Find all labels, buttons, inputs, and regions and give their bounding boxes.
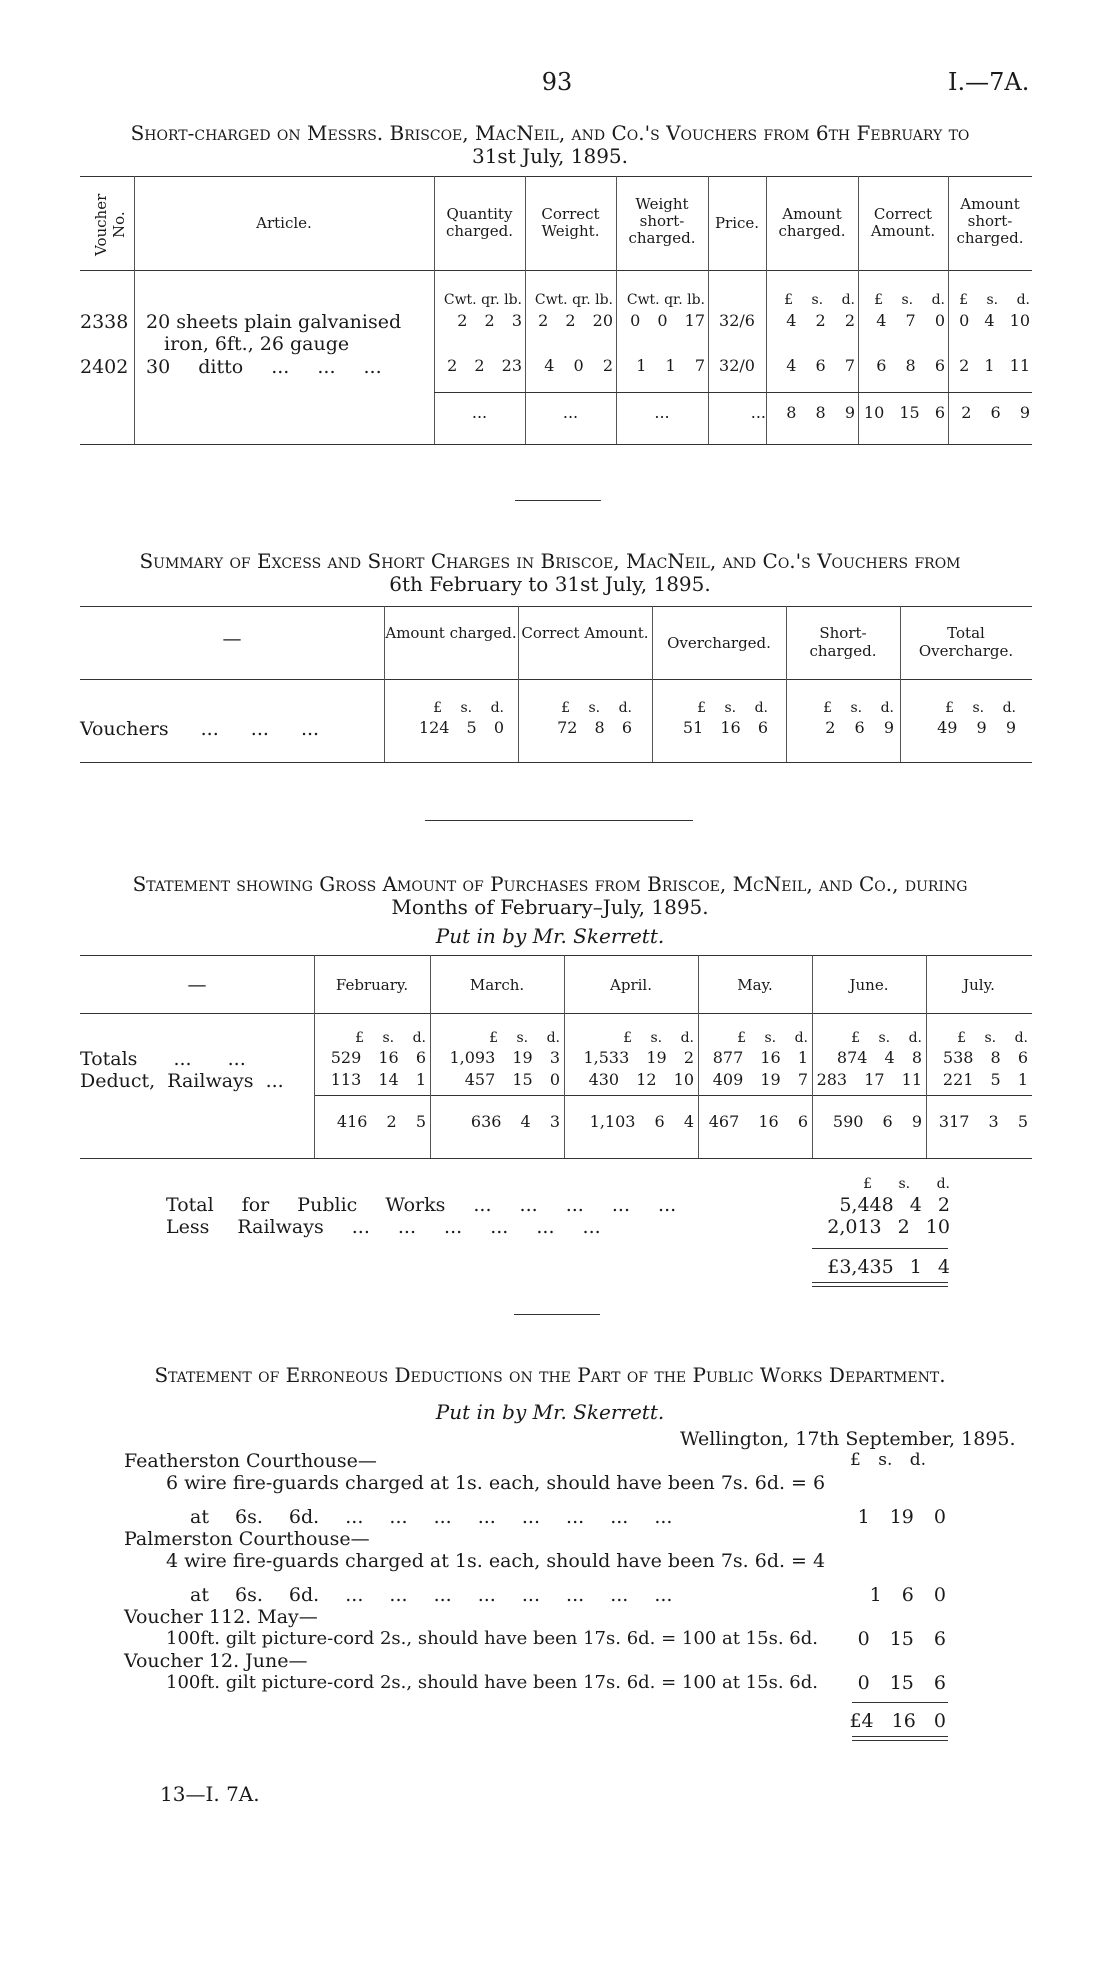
correct-weight: 2 2 20 <box>538 311 613 330</box>
table1-title: Short-charged on Messrs. Briscoe, MacNeil, and Co.'s Vouchers from 6th February to <box>130 121 970 145</box>
unit-lsd: £ s. d. <box>851 1030 922 1046</box>
unit-lsd: £ s. d. <box>561 700 632 716</box>
total-rule <box>852 1702 948 1703</box>
month-net: 416 2 5 <box>336 1112 426 1131</box>
table2-bottom-rule <box>80 762 1032 763</box>
price: 32/6 <box>719 311 755 330</box>
month-total: 529 16 6 <box>330 1048 426 1067</box>
correct-amount: 72 8 6 <box>557 718 632 737</box>
line-featherston-detail-2: at 6s. 6d. ... ... ... ... ... ... ... ... <box>190 1506 673 1528</box>
amount-charged: 4 2 2 <box>786 311 855 330</box>
summary-label-less-railways: Less Railways ... ... ... ... ... ... <box>166 1216 601 1238</box>
month-total: 877 16 1 <box>712 1048 808 1067</box>
header-correct-amount: Correct Amount. <box>521 624 649 642</box>
summary-unit: £ s. d. <box>863 1176 950 1192</box>
unit-lsd: £ s. d. <box>957 1030 1028 1046</box>
month-total: 538 8 6 <box>942 1048 1028 1067</box>
amount-charged: 4 6 7 <box>786 356 855 375</box>
amount-charged: 124 5 0 <box>418 718 504 737</box>
table3-bottom-rule <box>80 1158 1032 1159</box>
line-voucher-12: Voucher 12. June— <box>124 1650 308 1672</box>
line-voucher-12-detail: 100ft. gilt picture-cord 2s., should have been 17s. 6d. = 100 at 15s. 6d. <box>166 1672 818 1693</box>
total-double-rule <box>852 1736 948 1737</box>
line-palmerston: Palmerston Courthouse— <box>124 1528 370 1550</box>
summary-rule <box>812 1248 948 1249</box>
correct-amount: 6 8 6 <box>876 356 945 375</box>
table3-top-rule <box>80 955 1032 956</box>
month-deduct-railways: 409 19 7 <box>712 1070 808 1089</box>
month-net: 467 16 6 <box>708 1112 808 1131</box>
table4-title: Statement of Erroneous Deductions on the Part of the Public Works Department. <box>154 1363 946 1387</box>
section-divider <box>425 820 693 821</box>
table2-top-rule <box>80 606 1032 607</box>
header-weight-short-charged: Weight short-charged. <box>628 195 696 247</box>
header-short-charged: Short-charged. <box>809 624 877 660</box>
month-deduct-railways: 457 15 0 <box>464 1070 560 1089</box>
quantity-charged: 2 2 23 <box>447 356 522 375</box>
month-net: 317 3 5 <box>938 1112 1028 1131</box>
article: 20 sheets plain galvanised <box>146 311 402 333</box>
table1-bottom-rule <box>80 444 1032 445</box>
place-date: Wellington, 17th September, 1895. <box>680 1428 1016 1450</box>
line-voucher-112-detail: 100ft. gilt picture-cord 2s., should have been 17s. 6d. = 100 at 15s. 6d. <box>166 1628 818 1649</box>
unit-lsd: £ s. d. <box>850 1450 927 1470</box>
total-double-rule <box>852 1740 948 1741</box>
correct-weight: 4 0 2 <box>544 356 613 375</box>
unit-lsd: £ s. d. <box>355 1030 426 1046</box>
header-article: Article. <box>256 214 312 232</box>
total-erroneous-deductions: £4 16 0 <box>849 1710 946 1732</box>
total-correct-amount: 10 15 6 <box>863 403 945 422</box>
unit-cwt: Cwt. qr. lb. <box>534 292 613 308</box>
month-deduct-railways: 221 5 1 <box>942 1070 1028 1089</box>
header-dash: — <box>222 628 242 650</box>
month-deduct-railways: 113 14 1 <box>330 1070 426 1089</box>
correct-amount: 4 7 0 <box>876 311 945 330</box>
total-amount-charged: 8 8 9 <box>786 403 855 422</box>
value-featherston: 1 19 0 <box>857 1506 946 1528</box>
line-featherston: Featherston Courthouse— <box>124 1450 377 1472</box>
summary-double-rule <box>812 1286 948 1287</box>
table1-top-rule <box>80 176 1032 177</box>
weight-short: 1 1 7 <box>636 356 705 375</box>
unit-lsd: £ s. d. <box>697 700 768 716</box>
line-palmerston-detail-2: at 6s. 6d. ... ... ... ... ... ... ... ... <box>190 1584 673 1606</box>
line-featherston-detail: 6 wire fire-guards charged at 1s. each, should have been 7s. 6d. = 6 <box>166 1472 826 1494</box>
section-divider <box>514 1314 600 1315</box>
unit-lsd: £ s. d. <box>623 1030 694 1046</box>
summary-double-rule <box>812 1282 948 1283</box>
short-charged: 2 6 9 <box>825 718 894 737</box>
quantity-charged: 2 2 3 <box>457 311 522 330</box>
header-april: April. <box>610 976 652 994</box>
total-dots: ... <box>654 403 670 422</box>
header-total-overcharge: Total Overcharge. <box>918 624 1014 660</box>
footer-signature: 13—I. 7A. <box>160 1782 260 1806</box>
table3-header-rule <box>80 1013 1032 1014</box>
put-in-by: Put in by Mr. Skerrett. <box>435 924 665 948</box>
unit-lsd: £ s. d. <box>489 1030 560 1046</box>
header-amount-short-charged: Amount short-charged. <box>956 195 1024 247</box>
value-voucher-112: 0 15 6 <box>857 1628 946 1650</box>
price: 32/0 <box>719 356 755 375</box>
value-voucher-12: 0 15 6 <box>857 1672 946 1694</box>
header-july: July. <box>963 976 995 994</box>
header-quantity-charged: Quantity charged. <box>445 205 514 240</box>
row-label-vouchers: Vouchers ... ... ... <box>80 718 320 740</box>
month-net: 1,103 6 4 <box>589 1112 694 1131</box>
unit-cwt: Cwt. qr. lb. <box>443 292 522 308</box>
unit-lsd: £ s. d. <box>823 700 894 716</box>
month-total: 1,533 19 2 <box>583 1048 694 1067</box>
amount-short: 0 4 10 <box>959 311 1030 330</box>
t2-vrule <box>652 606 653 762</box>
summary-value-less-railways: 2,013 2 10 <box>827 1216 950 1238</box>
table3-title-line2: Months of February–July, 1895. <box>391 895 709 919</box>
line-voucher-112: Voucher 112. May— <box>124 1606 318 1628</box>
overcharged: 51 16 6 <box>682 718 768 737</box>
month-total: 1,093 19 3 <box>449 1048 560 1067</box>
header-correct-amount: Correct Amount. <box>870 205 936 240</box>
month-net: 590 6 9 <box>832 1112 922 1131</box>
month-deduct-railways: 283 17 11 <box>816 1070 922 1089</box>
voucher-no: 2338 <box>80 311 129 333</box>
page-number: 93 <box>541 68 573 96</box>
total-dots: ... <box>471 403 488 422</box>
total-dots: ... <box>562 403 579 422</box>
section-divider <box>515 500 601 501</box>
total-dots: ... <box>750 403 766 422</box>
line-palmerston-detail: 4 wire fire-guards charged at 1s. each, should have been 7s. 6d. = 4 <box>166 1550 826 1572</box>
unit-lsd: £ s. d. <box>737 1030 808 1046</box>
table2-header-rule <box>80 679 1032 680</box>
document-reference: I.—7A. <box>948 68 1030 96</box>
month-net: 636 4 3 <box>470 1112 560 1131</box>
unit-lsd: £ s. d. <box>433 700 504 716</box>
header-february: February. <box>335 976 409 994</box>
voucher-no: 2402 <box>80 356 129 378</box>
header-may: May. <box>737 976 773 994</box>
header-correct-weight: Correct Weight. <box>541 205 600 240</box>
article: 30 ditto ... ... ... <box>146 356 382 378</box>
unit-lsd: £ s. d. <box>874 292 945 308</box>
total-overcharge: 49 9 9 <box>937 718 1016 737</box>
value-palmerston: 1 6 0 <box>869 1584 946 1606</box>
unit-lsd: £ s. d. <box>945 700 1016 716</box>
table3-title: Statement showing Gross Amount of Purchases from Briscoe, McNeil, and Co., during <box>132 872 968 896</box>
header-price: Price. <box>714 214 760 232</box>
header-dash: — <box>187 974 207 996</box>
table2-title-line2: 6th February to 31st July, 1895. <box>389 572 711 596</box>
header-amount-charged: Amount charged. <box>778 205 846 240</box>
header-amount-charged: Amount charged. <box>385 624 517 642</box>
header-voucher-no: Voucher No. <box>92 193 128 257</box>
summary-label-public-works: Total for Public Works ... ... ... ... ... <box>166 1194 677 1216</box>
summary-value-public-works: 5,448 4 2 <box>839 1194 950 1216</box>
net-rule <box>314 1095 1032 1096</box>
unit-lsd: £ s. d. <box>784 292 855 308</box>
subtotal-rule <box>434 392 1032 393</box>
amount-short: 2 1 11 <box>959 356 1030 375</box>
summary-total: £3,435 1 4 <box>827 1256 950 1278</box>
weight-short: 0 0 17 <box>630 311 705 330</box>
table1-header-rule <box>80 270 1032 271</box>
unit-lsd: £ s. d. <box>959 292 1030 308</box>
row-label-totals: Totals ... ... <box>80 1048 246 1070</box>
table1-title-line2: 31st July, 1895. <box>471 144 628 168</box>
header-march: March. <box>469 976 525 994</box>
month-deduct-railways: 430 12 10 <box>588 1070 694 1089</box>
header-overcharged: Overcharged. <box>667 634 771 652</box>
table2-title: Summary of Excess and Short Charges in Briscoe, MacNeil, and Co.'s Vouchers from <box>139 549 961 573</box>
total-amount-short: 2 6 9 <box>961 403 1030 422</box>
header-june: June. <box>849 976 889 994</box>
unit-cwt: Cwt. qr. lb. <box>626 292 705 308</box>
row-label-deduct-railways: Deduct, Railways ... <box>80 1070 284 1092</box>
article-continued: iron, 6ft., 26 gauge <box>164 333 350 355</box>
month-total: 874 4 8 <box>836 1048 922 1067</box>
put-in-by: Put in by Mr. Skerrett. <box>435 1400 665 1424</box>
